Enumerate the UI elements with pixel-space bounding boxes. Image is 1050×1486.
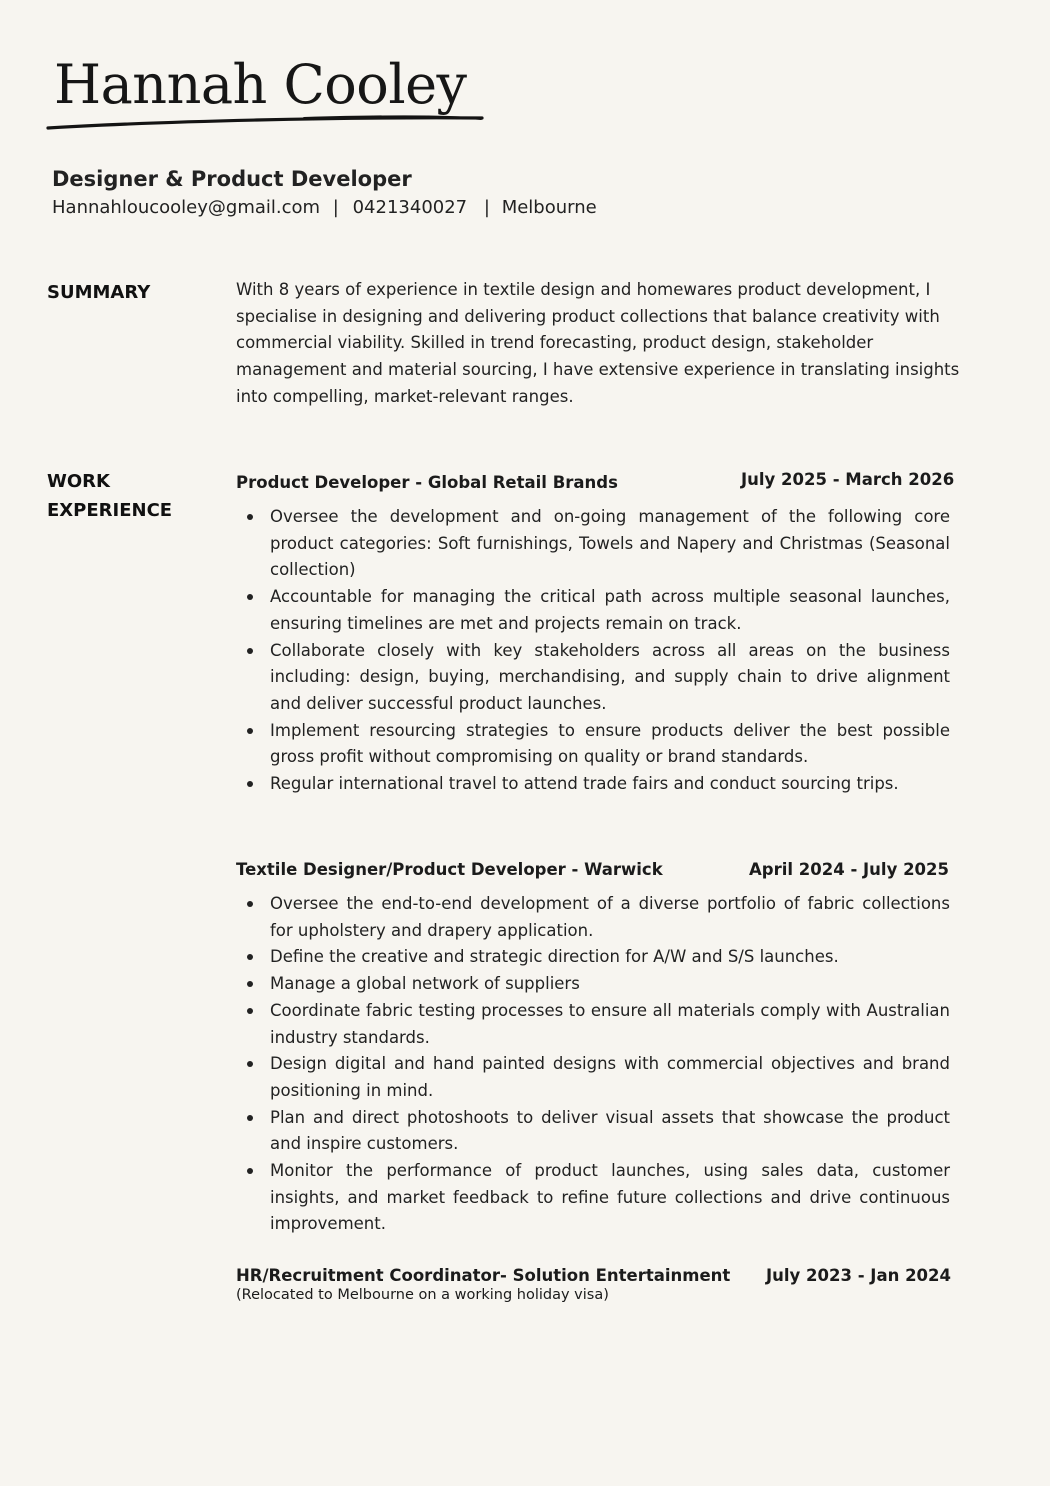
location-text: Melbourne [501, 197, 597, 218]
separator: | [332, 197, 339, 218]
job-title: Textile Designer/Product Developer - Warwick [236, 860, 663, 879]
bullet-item: Implement resourcing strategies to ensure products deliver the best possible gross profit without compromising on quality or brand standards. [236, 718, 950, 771]
bullet-item: Plan and direct photoshoots to deliver visual assets that showcase the product and inspire customers. [236, 1105, 950, 1158]
job-dates: April 2024 - July 2025 [749, 860, 949, 879]
name-underline-stroke [44, 112, 488, 138]
job-dates: July 2025 - March 2026 [741, 470, 955, 489]
experience-label-line: EXPERIENCE [47, 500, 173, 521]
contact-line [52, 197, 597, 218]
bullet-item: Oversee the end-to-end development of a diverse portfolio of fabric collections for upholstery and drapery application. [236, 891, 950, 944]
bullet-item: Monitor the performance of product launches, using sales data, customer insights, and market feedback to refine future collections and drive continuous improvement. [236, 1158, 950, 1238]
job-note: (Relocated to Melbourne on a working holiday visa) [236, 1287, 609, 1303]
job-bullet-list [236, 504, 950, 798]
job-title: Product Developer - Global Retail Brands [236, 473, 618, 492]
experience-section-label [47, 467, 172, 525]
job-title: HR/Recruitment Coordinator- Solution Entertainment [236, 1266, 731, 1285]
summary-section-label: SUMMARY [47, 282, 151, 303]
email-text: Hannahloucooley@gmail.com [52, 197, 321, 218]
bullet-item: Accountable for managing the critical path across multiple seasonal launches, ensuring timelines are met and projects remain on track. [236, 584, 950, 637]
job-role-heading: Designer & Product Developer [52, 167, 412, 191]
bullet-item: Define the creative and strategic direction for A/W and S/S launches. [236, 944, 950, 971]
bullet-item: Coordinate fabric testing processes to ensure all materials comply with Australian industry standards. [236, 998, 950, 1051]
bullet-item: Regular international travel to attend trade fairs and conduct sourcing trips. [236, 771, 950, 798]
bullet-item: Design digital and hand painted designs with commercial objectives and brand positioning in mind. [236, 1051, 950, 1104]
job-dates: July 2023 - Jan 2024 [766, 1266, 951, 1285]
bullet-item: Manage a global network of suppliers [236, 971, 950, 998]
job-bullet-list [236, 891, 950, 1238]
bullet-item: Oversee the development and on-going management of the following core product categories: Soft furnishings, Towels and Napery and Christmas (Seasonal collection) [236, 504, 950, 584]
experience-label-line: WORK [47, 471, 110, 492]
separator: | [483, 197, 490, 218]
phone-text: 0421340027 [352, 197, 468, 218]
summary-paragraph: With 8 years of experience in textile design and homewares product development, I specialise in designing and delivering product collections that balance creativity with commercial viability. Skilled in trend forecasting, product design, stakeholder management and material sourcing, I have extensive experience in translating insights into compelling, market-relevant ranges. [236, 280, 960, 406]
bullet-item: Collaborate closely with key stakeholders across all areas on the business including: design, buying, merchandising, and supply chain to drive alignment and deliver successful product launches. [236, 638, 950, 718]
candidate-name: Hannah Cooley [54, 53, 467, 116]
